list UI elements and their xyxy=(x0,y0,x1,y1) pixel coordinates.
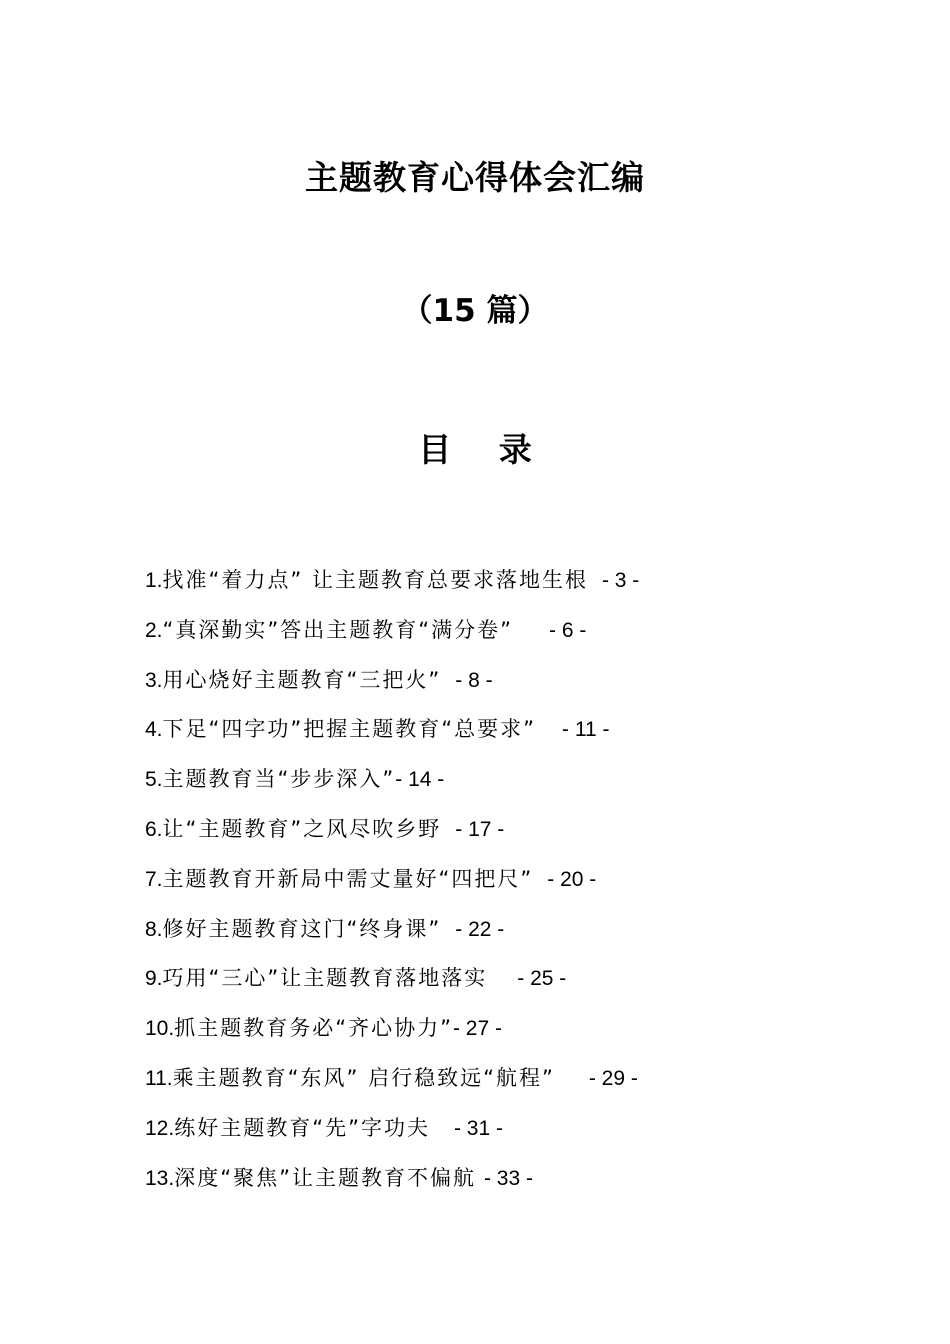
toc-item-page: - 20 - xyxy=(547,867,597,891)
toc-item-page: - 27 - xyxy=(452,1017,502,1041)
toc-item[interactable] xyxy=(145,761,639,811)
toc-item-number: 4. xyxy=(145,718,163,742)
toc-item-page: - 25 - xyxy=(517,967,567,991)
toc-item-number: 2. xyxy=(145,618,163,642)
toc-item-page: - 14 - xyxy=(395,768,445,792)
toc-item-page: - 29 - xyxy=(588,1066,638,1090)
table-of-contents xyxy=(145,562,639,1209)
toc-item-title: 找准“着力点” 让主题教育总要求落地生根 xyxy=(162,568,588,592)
toc-item-title: 让“主题教育”之风尽吹乡野 xyxy=(162,816,442,841)
toc-item-number: 11. xyxy=(145,1066,173,1090)
toc-item-title: 主题教育当“步步深入” xyxy=(162,767,396,792)
document-title: 主题教育心得体会汇编 xyxy=(305,158,645,197)
toc-item-title: 练好主题教育“先”字功夫 xyxy=(174,1115,430,1140)
toc-item[interactable] xyxy=(145,612,639,662)
toc-item-title: 用心烧好主题教育“三把火” xyxy=(162,667,442,692)
toc-item[interactable] xyxy=(145,960,639,1010)
toc-item-page: - 17 - xyxy=(455,817,505,841)
toc-item-number: 10. xyxy=(145,1017,175,1041)
toc-item-number: 5. xyxy=(145,768,163,792)
toc-item-page: - 22 - xyxy=(455,917,505,941)
toc-item-title: “真深勤实”答出主题教育“满分卷” xyxy=(162,617,514,642)
toc-item-page: - 6 - xyxy=(549,618,587,642)
toc-item-number: 8. xyxy=(145,917,163,941)
toc-item[interactable] xyxy=(145,911,639,961)
toc-item[interactable] xyxy=(145,811,639,861)
toc-item-page: - 11 - xyxy=(562,718,610,742)
toc-heading: 目 录 xyxy=(418,430,550,469)
toc-item-number: 3. xyxy=(145,668,163,692)
toc-item-number: 6. xyxy=(145,817,163,841)
toc-item-number: 9. xyxy=(145,967,163,991)
toc-item-title: 抓主题教育务必“齐心协力” xyxy=(174,1016,453,1041)
toc-item[interactable] xyxy=(145,861,639,911)
toc-item-title: 乘主题教育“东风” 启行稳致远“航程” xyxy=(172,1065,555,1090)
toc-item-title: 修好主题教育这门“终身课” xyxy=(162,916,442,941)
toc-item-title: 主题教育开新局中需丈量好“四把尺” xyxy=(162,866,534,891)
toc-item[interactable] xyxy=(145,1110,639,1160)
toc-item-number: 13. xyxy=(145,1166,175,1190)
toc-item-title: 深度“聚焦”让主题教育不偏航 xyxy=(174,1165,476,1190)
toc-item-page: - 33 - xyxy=(483,1166,533,1190)
toc-item-number: 7. xyxy=(145,867,163,891)
toc-item[interactable] xyxy=(145,1010,639,1060)
toc-item-page: - 3 - xyxy=(601,569,640,592)
toc-item-page: - 31 - xyxy=(453,1116,503,1140)
toc-item-title: 下足“四字功”把握主题教育“总要求” xyxy=(162,717,537,742)
toc-item[interactable] xyxy=(145,1160,639,1210)
toc-item-number: 1. xyxy=(145,569,163,592)
toc-item[interactable] xyxy=(145,1060,639,1110)
document-subtitle: （15 篇） xyxy=(401,293,549,329)
toc-item-title: 巧用“三心”让主题教育落地落实 xyxy=(162,966,488,991)
toc-item[interactable] xyxy=(145,562,639,612)
toc-item-number: 12. xyxy=(145,1116,175,1140)
toc-item[interactable] xyxy=(145,662,639,712)
toc-item[interactable] xyxy=(145,711,639,761)
toc-item-page: - 8 - xyxy=(455,668,493,692)
